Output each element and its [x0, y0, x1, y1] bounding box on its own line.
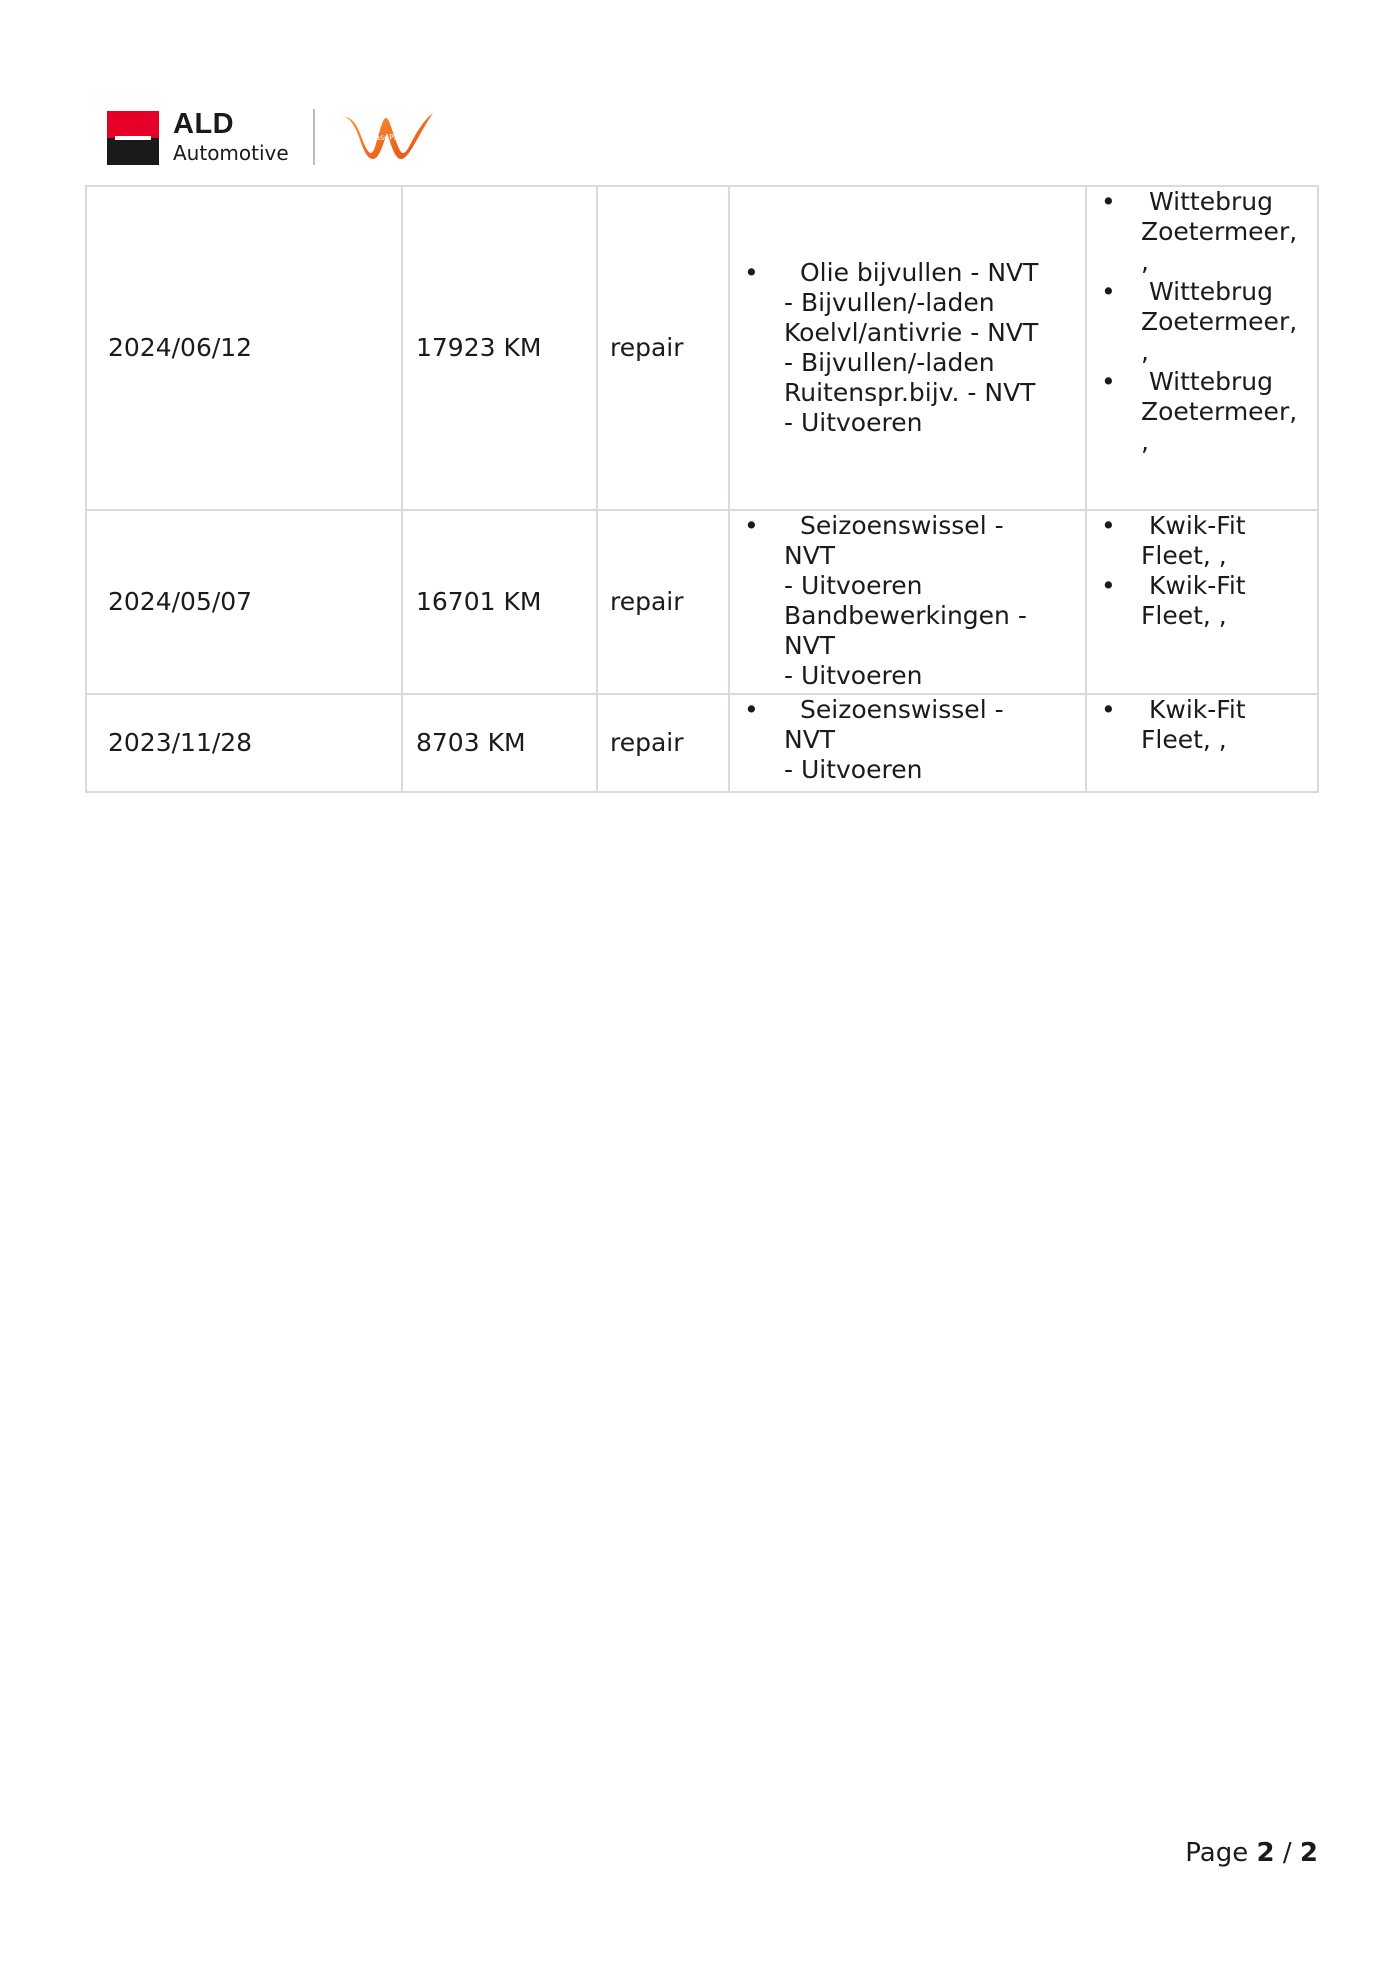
cell-type: repair [597, 510, 729, 694]
work-line: - Uitvoeren [784, 755, 923, 784]
workshop-line: • Kwik-Fit [1149, 695, 1246, 724]
workshop-line: • Wittebrug [1149, 187, 1273, 216]
work-line: Koelvl/antivrie - NVT [784, 318, 1039, 347]
cell-work-items [729, 510, 1086, 694]
page-current: 2 [1256, 1838, 1275, 1868]
page-separator: / [1282, 1838, 1292, 1868]
workshop-list-item [1087, 571, 1317, 631]
workshop-line: Zoetermeer, [1141, 397, 1298, 426]
workshop-list [1087, 695, 1317, 755]
workshop-line: Fleet, , [1141, 725, 1227, 754]
logo-divider [313, 109, 315, 165]
cell-workshops [1086, 186, 1318, 510]
workshop-list-item [1087, 187, 1317, 277]
page-label: Page [1185, 1838, 1249, 1868]
cell-work-items [729, 186, 1086, 510]
work-line: - Uitvoeren [784, 661, 923, 690]
cell-date: 2024/05/07 [86, 510, 402, 694]
cell-workshops [1086, 694, 1318, 792]
ald-logo-name: ALD [173, 107, 235, 140]
work-list-item [730, 258, 1085, 438]
workshop-line: , [1141, 247, 1149, 276]
page-total: 2 [1299, 1838, 1318, 1868]
work-list-item [730, 695, 1085, 785]
table-row [86, 186, 1318, 510]
work-line: • Seizoenswissel - [800, 511, 1004, 540]
work-line: Ruitenspr.bijv. - NVT [784, 378, 1036, 407]
table-row [86, 694, 1318, 792]
workshop-list [1087, 187, 1317, 457]
cell-mileage: 8703 KM [402, 694, 597, 792]
work-line: • Olie bijvullen - NVT [800, 258, 1039, 287]
cell-type: repair [597, 186, 729, 510]
workshop-list-item [1087, 367, 1317, 457]
workshop-line: Fleet, , [1141, 601, 1227, 630]
cell-type: repair [597, 694, 729, 792]
table-row [86, 510, 1318, 694]
work-line: - Bijvullen/-laden [784, 288, 995, 317]
workshop-line: Fleet, , [1141, 541, 1227, 570]
workshop-line: • Wittebrug [1149, 277, 1273, 306]
work-line: Bandbewerkingen - [784, 601, 1027, 630]
work-list [730, 511, 1085, 691]
ald-logo-text [173, 107, 289, 165]
work-line: - Bijvullen/-laden [784, 348, 995, 377]
cell-mileage: 16701 KM [402, 510, 597, 694]
cell-date: 2023/11/28 [86, 694, 402, 792]
workshop-line: Zoetermeer, [1141, 217, 1298, 246]
ald-logo-subtitle: Automotive [173, 140, 289, 165]
work-line: - Uitvoeren [784, 408, 923, 437]
work-line: - Uitvoeren [784, 571, 923, 600]
workshop-list-item [1087, 277, 1317, 367]
work-line: • Seizoenswissel - [800, 695, 1004, 724]
leaseplan-logo [337, 107, 437, 167]
workshop-line: Zoetermeer, [1141, 307, 1298, 336]
work-list [730, 258, 1085, 438]
cell-workshops [1086, 510, 1318, 694]
work-list [730, 695, 1085, 785]
ald-logo-mark [107, 111, 159, 165]
workshop-list [1087, 511, 1317, 631]
workshop-line: • Wittebrug [1149, 367, 1273, 396]
workshop-list-item [1087, 511, 1317, 571]
work-list-item [730, 511, 1085, 691]
service-history-table [85, 185, 1319, 793]
workshop-line: • Kwik-Fit [1149, 571, 1246, 600]
leaseplan-logo-text: LeasePlan [365, 133, 406, 142]
cell-work-items [729, 694, 1086, 792]
workshop-line: , [1141, 337, 1149, 366]
workshop-line: • Kwik-Fit [1149, 511, 1246, 540]
work-line: NVT [784, 541, 836, 570]
cell-mileage: 17923 KM [402, 186, 597, 510]
work-line: NVT [784, 725, 836, 754]
work-line: NVT [784, 631, 836, 660]
page-header [107, 108, 437, 166]
workshop-line: , [1141, 427, 1149, 456]
cell-date: 2024/06/12 [86, 186, 402, 510]
page-number [1185, 1838, 1318, 1868]
workshop-list-item [1087, 695, 1317, 755]
